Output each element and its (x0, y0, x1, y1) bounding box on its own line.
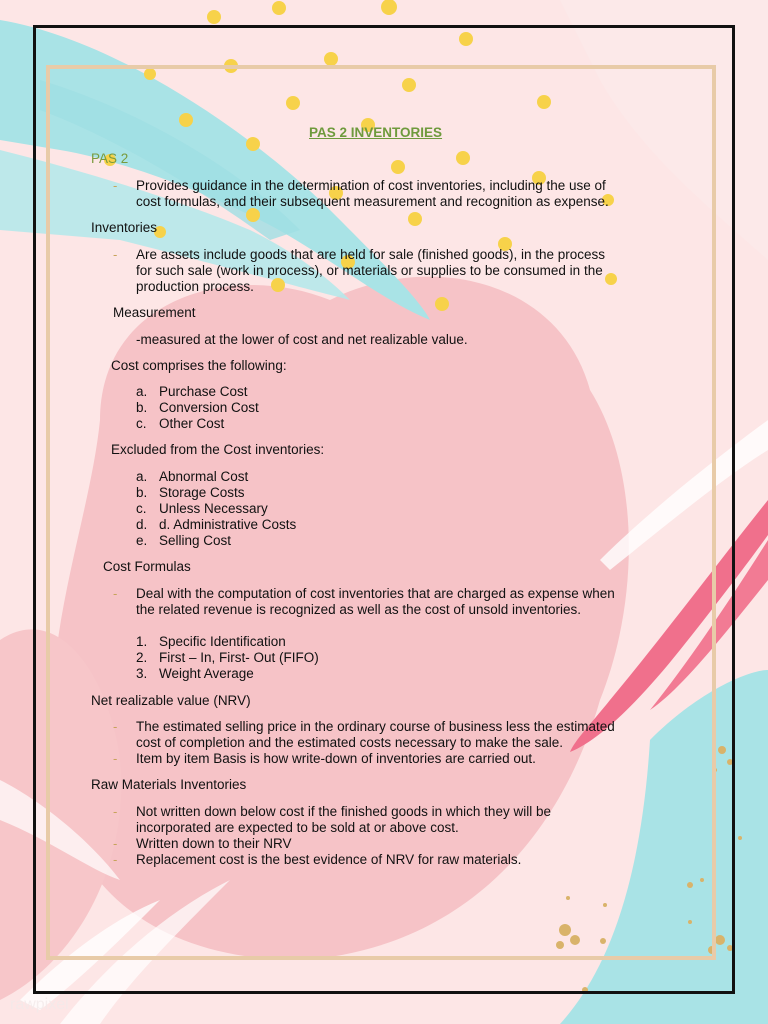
list-item: Other Cost (159, 416, 225, 431)
section-heading-raw-materials: Raw Materials Inventories (91, 777, 247, 792)
section-heading-inventories: Inventories (91, 220, 158, 235)
list-item: Weight Average (159, 666, 254, 681)
list-item: Selling Cost (159, 533, 232, 548)
inventories-bullet-line1: Are assets include goods that are held for sale (finished goods), in the process (136, 247, 606, 262)
section-heading-nrv: Net realizable value (NRV) (91, 693, 251, 708)
list-item: d. Administrative Costs (159, 517, 297, 532)
list-marker: d. (136, 517, 148, 532)
bullet-dash-icon: - (113, 247, 118, 262)
list-item: Conversion Cost (159, 400, 259, 415)
list-item: First – In, First- Out (FIFO) (159, 650, 319, 665)
inventories-bullet-line3: production process. (136, 279, 254, 294)
bullet-dash-icon: - (113, 804, 118, 819)
section-heading-cost-comprises: Cost comprises the following: (111, 358, 287, 373)
list-marker: c. (136, 416, 147, 431)
list-marker: c. (136, 501, 147, 516)
nrv-bullet-line1: The estimated selling price in the ordinary course of business less the estimated (136, 719, 615, 734)
section-heading-pas2: PAS 2 (91, 151, 129, 166)
bullet-dash-icon: - (113, 751, 118, 766)
bullet-dash-icon: - (113, 852, 118, 867)
list-marker: 3. (136, 666, 148, 681)
nrv-bullet-line2: cost of completion and the estimated costs necessary to make the sale. (136, 735, 563, 750)
inventories-bullet-line2: for such sale (work in process), or materials or supplies to be consumed in the (136, 263, 603, 278)
list-marker: 2. (136, 650, 148, 665)
cost-formulas-bullet-line2: the related revenue is recognized as well as the cost of unsold inventories. (136, 602, 582, 617)
bullet-dash-icon: - (113, 586, 118, 601)
nrv-bullet2: Item by item Basis is how write-down of inventories are carried out. (136, 751, 536, 766)
list-marker: b. (136, 400, 148, 415)
list-marker: a. (136, 469, 148, 484)
list-item: Unless Necessary (159, 501, 268, 516)
raw-bullet3: Replacement cost is the best evidence of NRV for raw materials. (136, 852, 522, 867)
bullet-dash-icon: - (113, 836, 118, 851)
section-heading-measurement: Measurement (113, 305, 196, 320)
pas2-bullet-line1: Provides guidance in the determination of cost inventories, including the use of (136, 178, 606, 193)
page-title: PAS 2 INVENTORIES (309, 125, 443, 140)
measurement-text: -measured at the lower of cost and net realizable value. (136, 332, 468, 347)
list-item: Abnormal Cost (159, 469, 249, 484)
bullet-dash-icon: - (113, 178, 118, 193)
list-item: Specific Identification (159, 634, 286, 649)
list-marker: 1. (136, 634, 148, 649)
section-heading-cost-formulas: Cost Formulas (103, 559, 191, 574)
raw-bullet2: Written down to their NRV (136, 836, 292, 851)
raw-bullet-line2: incorporated are expected to be sold at or above cost. (136, 820, 459, 835)
bullet-dash-icon: - (113, 719, 118, 734)
list-marker: a. (136, 384, 148, 399)
list-item: Storage Costs (159, 485, 245, 500)
pas2-bullet-line2: cost formulas, and their subsequent measurement and recognition as expense. (136, 194, 609, 209)
list-marker: b. (136, 485, 148, 500)
watermark: rawpixel (10, 996, 69, 1013)
raw-bullet-line1: Not written down below cost if the finished goods in which they will be (136, 804, 551, 819)
list-marker: e. (136, 533, 148, 548)
cost-formulas-bullet-line1: Deal with the computation of cost inventories that are charged as expense when (136, 586, 615, 601)
section-heading-excluded: Excluded from the Cost inventories: (111, 442, 325, 457)
list-item: Purchase Cost (159, 384, 248, 399)
